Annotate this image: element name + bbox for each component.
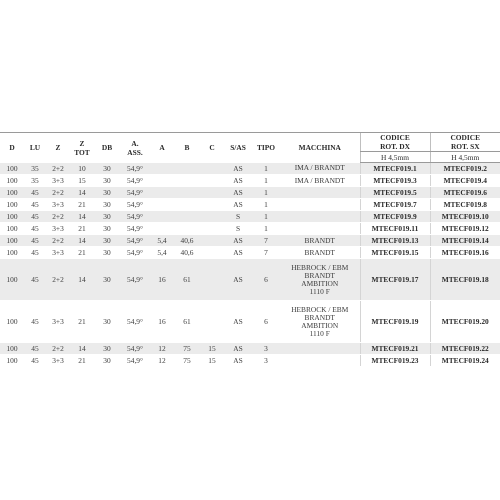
col-header-aass-line1: A. xyxy=(131,138,139,148)
cell-db: 30 xyxy=(94,163,120,175)
cell-a: 16 xyxy=(150,259,174,301)
cell-a: 12 xyxy=(150,343,174,355)
cell-d: 100 xyxy=(0,223,24,235)
cell-macchina xyxy=(280,163,360,175)
col-subheader-h-sx: H 4,5mm xyxy=(430,152,500,163)
cell-tipo: 1 xyxy=(252,211,280,223)
cell-macchina xyxy=(280,175,360,187)
cell-db: 30 xyxy=(94,211,120,223)
cell-c xyxy=(200,247,224,259)
cell-code-sx: MTECF019.22 xyxy=(430,343,500,355)
cell-code-dx: MTECF019.3 xyxy=(360,175,430,187)
cell-c xyxy=(200,187,224,199)
cell-ztot: 21 xyxy=(70,355,94,367)
cell-code-sx: MTECF019.6 xyxy=(430,187,500,199)
cell-b: 61 xyxy=(174,301,200,343)
cell-lu: 45 xyxy=(24,355,46,367)
cell-ztot: 14 xyxy=(70,187,94,199)
cell-tipo: 1 xyxy=(252,175,280,187)
cell-macchina xyxy=(280,235,360,247)
col-header-aass xyxy=(120,133,150,163)
cell-b: 75 xyxy=(174,355,200,367)
cell-b xyxy=(174,163,200,175)
cell-d: 100 xyxy=(0,259,24,301)
cell-lu: 45 xyxy=(24,343,46,355)
cell-aass: 54,9° xyxy=(120,163,150,175)
cell-lu: 45 xyxy=(24,199,46,211)
cell-z: 3+3 xyxy=(46,199,70,211)
cell-b: 61 xyxy=(174,259,200,301)
cell-z: 3+3 xyxy=(46,301,70,343)
col-header-macchina: MACCHINA xyxy=(280,133,360,163)
cell-d: 100 xyxy=(0,355,24,367)
cell-b xyxy=(174,211,200,223)
cell-a xyxy=(150,223,174,235)
cell-ztot: 21 xyxy=(70,199,94,211)
cell-code-sx: MTECF019.12 xyxy=(430,223,500,235)
cell-sas: AS xyxy=(224,175,252,187)
table-row xyxy=(0,187,500,199)
cell-c: 15 xyxy=(200,343,224,355)
cell-tipo: 6 xyxy=(252,259,280,301)
cell-lu: 35 xyxy=(24,163,46,175)
cell-db: 30 xyxy=(94,187,120,199)
cell-d: 100 xyxy=(0,301,24,343)
cell-c xyxy=(200,163,224,175)
cell-code-dx: MTECF019.15 xyxy=(360,247,430,259)
col-header-aass-line2: ASS. xyxy=(127,147,143,157)
col-header-code-dx xyxy=(360,133,430,152)
cell-code-dx: MTECF019.19 xyxy=(360,301,430,343)
cell-d: 100 xyxy=(0,211,24,223)
cell-code-dx: MTECF019.21 xyxy=(360,343,430,355)
cell-b: 40,6 xyxy=(174,235,200,247)
table-row xyxy=(0,235,500,247)
cell-macchina xyxy=(280,211,360,223)
cell-sas: S xyxy=(224,211,252,223)
cell-macchina xyxy=(280,223,360,235)
cell-sas: AS xyxy=(224,355,252,367)
cell-aass: 54,9° xyxy=(120,247,150,259)
cell-sas: AS xyxy=(224,343,252,355)
cell-b: 75 xyxy=(174,343,200,355)
cell-z: 2+2 xyxy=(46,163,70,175)
cell-c xyxy=(200,175,224,187)
cell-code-sx: MTECF019.18 xyxy=(430,259,500,301)
cell-c xyxy=(200,259,224,301)
cell-d: 100 xyxy=(0,199,24,211)
cell-z: 3+3 xyxy=(46,355,70,367)
cell-lu: 45 xyxy=(24,301,46,343)
table-row xyxy=(0,301,500,343)
cell-c xyxy=(200,235,224,247)
cell-ztot: 14 xyxy=(70,259,94,301)
cell-ztot: 14 xyxy=(70,211,94,223)
cell-a xyxy=(150,199,174,211)
cell-db: 30 xyxy=(94,301,120,343)
cell-c: 15 xyxy=(200,355,224,367)
cell-a: 5,4 xyxy=(150,235,174,247)
col-header-tipo: TIPO xyxy=(252,133,280,163)
table-row xyxy=(0,247,500,259)
cell-aass: 54,9° xyxy=(120,211,150,223)
cell-ztot: 10 xyxy=(70,163,94,175)
cell-macchina xyxy=(280,187,360,199)
cell-sas: AS xyxy=(224,187,252,199)
cell-z: 2+2 xyxy=(46,259,70,301)
cell-b xyxy=(174,187,200,199)
cell-aass: 54,9° xyxy=(120,301,150,343)
table-body xyxy=(0,163,500,367)
cell-macchina-line: IMA / BRANDT xyxy=(294,163,345,173)
cell-a xyxy=(150,211,174,223)
cell-lu: 35 xyxy=(24,175,46,187)
col-header-code-sx xyxy=(430,133,500,152)
cell-code-dx: MTECF019.5 xyxy=(360,187,430,199)
cell-db: 30 xyxy=(94,259,120,301)
cell-code-dx: MTECF019.13 xyxy=(360,235,430,247)
cell-code-dx: MTECF019.9 xyxy=(360,211,430,223)
col-header-d: D xyxy=(0,133,24,163)
cell-d: 100 xyxy=(0,175,24,187)
cell-z: 2+2 xyxy=(46,211,70,223)
cell-ztot: 15 xyxy=(70,175,94,187)
cell-macchina-line: AMBITION xyxy=(301,278,339,288)
col-header-ztot-line1: Z xyxy=(79,138,85,148)
cell-tipo: 3 xyxy=(252,355,280,367)
cell-code-sx: MTECF019.2 xyxy=(430,163,500,175)
cell-db: 30 xyxy=(94,223,120,235)
table-row xyxy=(0,223,500,235)
cell-aass: 54,9° xyxy=(120,187,150,199)
cell-macchina-line: HEBROCK / EBM xyxy=(291,304,349,314)
cell-aass: 54,9° xyxy=(120,223,150,235)
cell-ztot: 14 xyxy=(70,235,94,247)
cell-aass: 54,9° xyxy=(120,259,150,301)
cell-tipo: 1 xyxy=(252,187,280,199)
col-header-lu: LU xyxy=(24,133,46,163)
cell-c xyxy=(200,223,224,235)
table-row xyxy=(0,163,500,175)
cell-a xyxy=(150,163,174,175)
col-subheader-h-dx: H 4,5mm xyxy=(360,152,430,163)
cell-macchina-line: BRANDT xyxy=(304,235,335,245)
cell-d: 100 xyxy=(0,235,24,247)
cell-macchina-line: BRANDT xyxy=(304,312,335,322)
col-header-c: C xyxy=(200,133,224,163)
cell-code-sx: MTECF019.4 xyxy=(430,175,500,187)
cell-tipo: 1 xyxy=(252,163,280,175)
cell-db: 30 xyxy=(94,175,120,187)
cell-macchina xyxy=(280,199,360,211)
cell-tipo: 1 xyxy=(252,199,280,211)
col-header-b: B xyxy=(174,133,200,163)
cell-c xyxy=(200,301,224,343)
cell-db: 30 xyxy=(94,343,120,355)
cell-code-dx: MTECF019.17 xyxy=(360,259,430,301)
table-header xyxy=(0,133,500,163)
cell-b xyxy=(174,199,200,211)
cell-sas: AS xyxy=(224,163,252,175)
cell-aass: 54,9° xyxy=(120,175,150,187)
cell-aass: 54,9° xyxy=(120,355,150,367)
table-row xyxy=(0,199,500,211)
cell-macchina-line: HEBROCK / EBM xyxy=(291,262,349,272)
cell-tipo: 1 xyxy=(252,223,280,235)
cell-ztot: 14 xyxy=(70,343,94,355)
cell-lu: 45 xyxy=(24,247,46,259)
cell-macchina xyxy=(280,247,360,259)
cell-ztot: 21 xyxy=(70,247,94,259)
col-header-code-sx-line1: CODICE xyxy=(450,133,481,142)
cell-aass: 54,9° xyxy=(120,199,150,211)
cell-aass: 54,9° xyxy=(120,235,150,247)
col-header-code-dx-line1: CODICE xyxy=(380,133,410,142)
product-table xyxy=(0,132,500,367)
cell-z: 2+2 xyxy=(46,235,70,247)
cell-macchina-line: AMBITION xyxy=(301,320,339,330)
col-header-code-sx-line2: ROT. SX xyxy=(450,142,480,151)
cell-d: 100 xyxy=(0,163,24,175)
cell-b: 40,6 xyxy=(174,247,200,259)
cell-code-sx: MTECF019.16 xyxy=(430,247,500,259)
cell-z: 2+2 xyxy=(46,187,70,199)
cell-sas: AS xyxy=(224,235,252,247)
table-row xyxy=(0,343,500,355)
product-table-container xyxy=(0,132,500,367)
cell-tipo: 3 xyxy=(252,343,280,355)
cell-z: 3+3 xyxy=(46,223,70,235)
cell-macchina xyxy=(280,343,360,355)
cell-sas: S xyxy=(224,223,252,235)
cell-z: 2+2 xyxy=(46,343,70,355)
cell-code-dx: MTECF019.1 xyxy=(360,163,430,175)
cell-tipo: 6 xyxy=(252,301,280,343)
cell-sas: AS xyxy=(224,301,252,343)
col-header-sas: S/AS xyxy=(224,133,252,163)
cell-c xyxy=(200,199,224,211)
table-row xyxy=(0,175,500,187)
cell-lu: 45 xyxy=(24,223,46,235)
cell-d: 100 xyxy=(0,187,24,199)
cell-db: 30 xyxy=(94,199,120,211)
table-row xyxy=(0,259,500,301)
cell-code-sx: MTECF019.24 xyxy=(430,355,500,367)
cell-code-sx: MTECF019.10 xyxy=(430,211,500,223)
col-header-a: A xyxy=(150,133,174,163)
cell-ztot: 21 xyxy=(70,301,94,343)
cell-aass: 54,9° xyxy=(120,343,150,355)
cell-a: 12 xyxy=(150,355,174,367)
cell-sas: AS xyxy=(224,199,252,211)
cell-db: 30 xyxy=(94,247,120,259)
cell-ztot: 21 xyxy=(70,223,94,235)
cell-code-sx: MTECF019.8 xyxy=(430,199,500,211)
cell-lu: 45 xyxy=(24,235,46,247)
cell-lu: 45 xyxy=(24,259,46,301)
col-header-ztot xyxy=(70,133,94,163)
cell-b xyxy=(174,223,200,235)
cell-macchina xyxy=(280,301,360,343)
cell-code-dx: MTECF019.11 xyxy=(360,223,430,235)
cell-a xyxy=(150,175,174,187)
cell-code-dx: MTECF019.7 xyxy=(360,199,430,211)
cell-lu: 45 xyxy=(24,187,46,199)
cell-d: 100 xyxy=(0,343,24,355)
cell-macchina-line: BRANDT xyxy=(304,247,335,257)
cell-z: 3+3 xyxy=(46,175,70,187)
cell-db: 30 xyxy=(94,235,120,247)
cell-code-sx: MTECF019.20 xyxy=(430,301,500,343)
cell-c xyxy=(200,211,224,223)
col-header-z: Z xyxy=(46,133,70,163)
cell-z: 3+3 xyxy=(46,247,70,259)
cell-a: 5,4 xyxy=(150,247,174,259)
cell-macchina-line: IMA / BRANDT xyxy=(294,175,345,185)
cell-macchina xyxy=(280,355,360,367)
cell-tipo: 7 xyxy=(252,247,280,259)
cell-code-sx: MTECF019.14 xyxy=(430,235,500,247)
cell-a xyxy=(150,187,174,199)
cell-lu: 45 xyxy=(24,211,46,223)
cell-macchina-line: BRANDT xyxy=(304,270,335,280)
table-row xyxy=(0,355,500,367)
cell-sas: AS xyxy=(224,247,252,259)
cell-d: 100 xyxy=(0,247,24,259)
cell-a: 16 xyxy=(150,301,174,343)
col-header-ztot-line2: TOT xyxy=(74,147,90,157)
table-row xyxy=(0,211,500,223)
cell-code-dx: MTECF019.23 xyxy=(360,355,430,367)
col-header-code-dx-line2: ROT. DX xyxy=(380,142,410,151)
cell-macchina xyxy=(280,259,360,301)
cell-macchina-line: 1110 F xyxy=(309,328,330,338)
cell-tipo: 7 xyxy=(252,235,280,247)
cell-sas: AS xyxy=(224,259,252,301)
cell-macchina-line: 1110 F xyxy=(309,286,330,296)
cell-db: 30 xyxy=(94,355,120,367)
cell-b xyxy=(174,175,200,187)
col-header-db: DB xyxy=(94,133,120,163)
